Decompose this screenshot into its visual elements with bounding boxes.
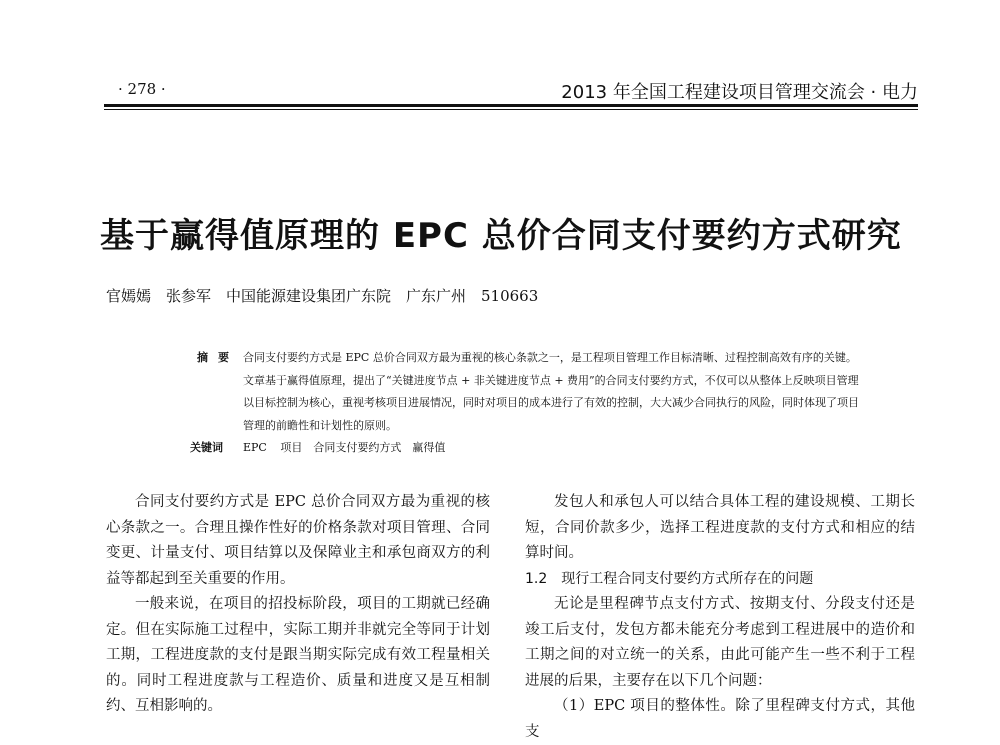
body-paragraph: 合同支付要约方式是 EPC 总价合同双方最为重视的核心条款之一。合理且操作性好的价格条款对项目管理、合同变更、计量支付、项目结算以及保障业主和承包商双方的利益等都起到至关重要的作用。 <box>106 494 490 587</box>
body-paragraph: 一般来说，在项目的招投标阶段，项目的工期就已经确定。但在实际施工过程中，实际工期并非就完全等同于计划工期，工程进度款的支付是跟当期实际完成有效工程量相关的。同时工程进度款与工程造价、质量和进度又是互相制约、互相影响的。 <box>106 596 490 714</box>
page-number: · 278 · <box>118 80 166 98</box>
body-paragraph: 发包人和承包人可以结合具体工程的建设规模、工期长短，合同价款多少，选择工程进度款的支付方式和相应的结算时间。 <box>525 494 915 561</box>
abstract-text: 合同支付要约方式是 EPC 总价合同双方最为重视的核心条款之一，是工程项目管理工作目标清晰、过程控制高效有序的关键。文章基于赢得值原理，提出了“关键进度节点 + 非关键进度节点 + 费用”的合同支付要约方式，不仅可以从整体上反映项目管理以目标控制为核心，重视考核项目进展情况，同时对项目的成本进行了有效的控制，大大减少合同执行的风险，同时体现了项目管理的前瞻性和计划性的原则。 <box>243 351 859 432</box>
abstract-label: 摘要 <box>197 351 239 364</box>
article-title: 基于赢得值原理的 EPC 总价合同支付要约方式研究 <box>100 216 902 256</box>
keywords-label: 关键词 <box>190 441 223 454</box>
author-affiliation: 官嫣嫣 张参军 中国能源建设集团广东院 广东广州 510663 <box>106 287 539 305</box>
body-column-left <box>106 490 490 720</box>
body-paragraph: （1）EPC 项目的整体性。除了里程碑支付方式，其他支 <box>525 698 915 740</box>
running-header: 2013 年全国工程建设项目管理交流会 · 电力 <box>561 82 918 103</box>
keywords-text: EPC 项目 合同支付要约方式 赢得值 <box>243 441 446 454</box>
section-heading: 1.2 现行工程合同支付要约方式所存在的问题 <box>525 570 814 587</box>
header-rule-thin <box>104 109 918 110</box>
body-paragraph: 无论是里程碑节点支付方式、按期支付、分段支付还是竣工后支付，发包方都未能充分考虑到工程进展中的造价和工期之间的对立统一的关系，由此可能产生一些不利于工程进展的后果，主要存在以下几个问题： <box>525 596 915 689</box>
header-rule <box>104 104 918 107</box>
body-column-right <box>525 490 915 745</box>
